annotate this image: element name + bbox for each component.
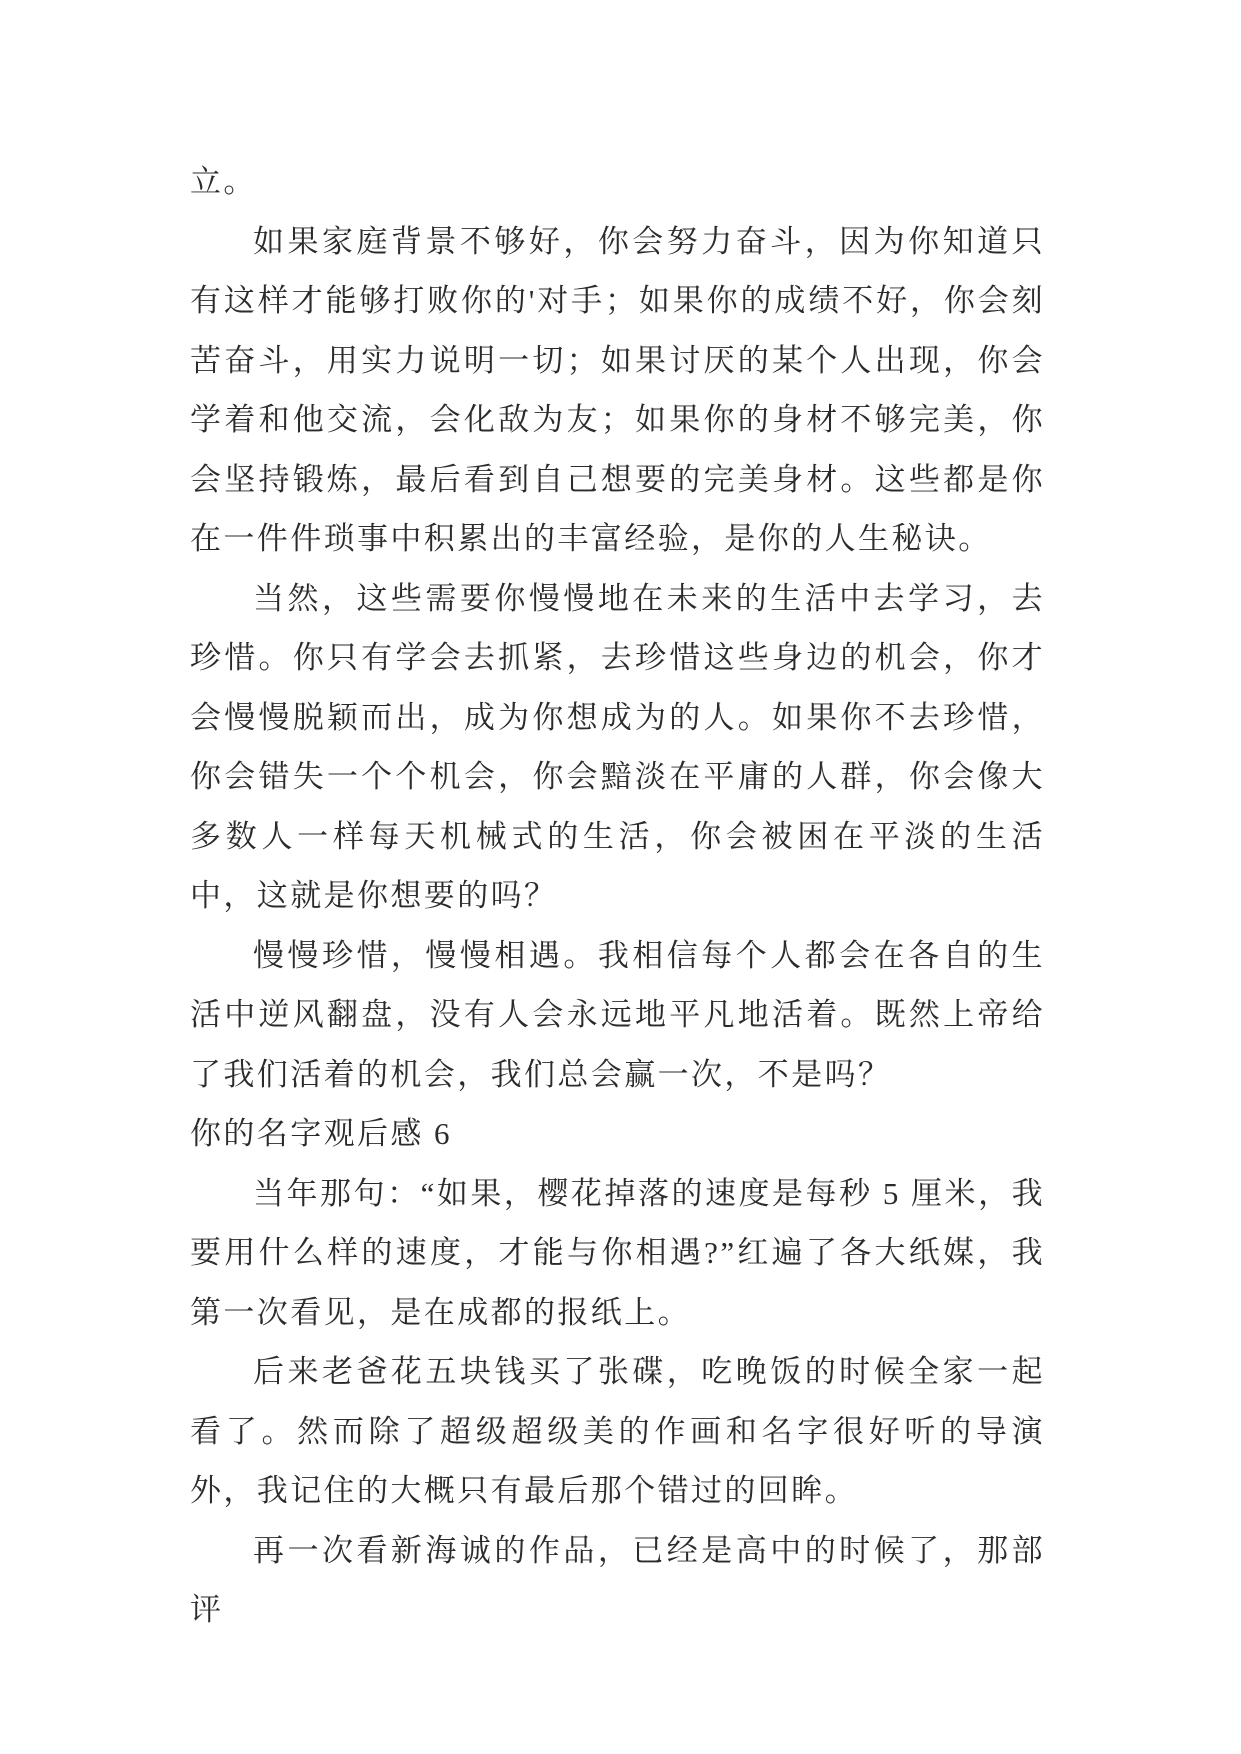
paragraph: 后来老爸花五块钱买了张碟，吃晚饭的时候全家一起看了。然而除了超级超级美的作画和名字很好听的导演外，我记住的大概只有最后那个错过的回眸。 xyxy=(190,1354,1045,1508)
paragraph-cutoff: 再一次看新海诚的作品，已经是高中的时候了，那部评 xyxy=(190,1532,1045,1627)
paragraph: 当然，这些需要你慢慢地在未来的生活中去学习，去珍惜。你只有学会去抓紧，去珍惜这些身边的机会，你才会慢慢脱颖而出，成为你想成为的人。如果你不去珍惜，你会错失一个个机会，你会黯淡在平庸的人群，你会像大多数人一样每天机械式的生活，你会被困在平淡的生活中，这就是你想要的吗？ xyxy=(190,580,1045,913)
paragraph: 慢慢珍惜，慢慢相遇。我相信每个人都会在各自的生活中逆风翻盘，没有人会永远地平凡地活着。既然上帝给了我们活着的机会，我们总会赢一次，不是吗？ xyxy=(190,937,1045,1092)
paragraph: 当年那句：“如果，樱花掉落的速度是每秒 5 厘米，我要用什么样的速度，才能与你相遇?”红遍了各大纸媒，我第一次看见，是在成都的报纸上。 xyxy=(190,1175,1045,1330)
section-heading: 你的名字观后感 6 xyxy=(190,1116,452,1151)
paragraph-continuation: 立。 xyxy=(190,164,257,199)
paragraph: 如果家庭背景不够好，你会努力奋斗，因为你知道只有这样才能够打败你的'对手；如果你的成绩不好，你会刻苦奋斗，用实力说明一切；如果讨厌的某个人出现，你会学着和他交流，会化敌为友；如果你的身材不够完美，你会坚持锻炼，最后看到自己想要的完美身材。这些都是你在一件件琐事中积累出的丰富经验，是你的人生秘诀。 xyxy=(190,223,1045,556)
